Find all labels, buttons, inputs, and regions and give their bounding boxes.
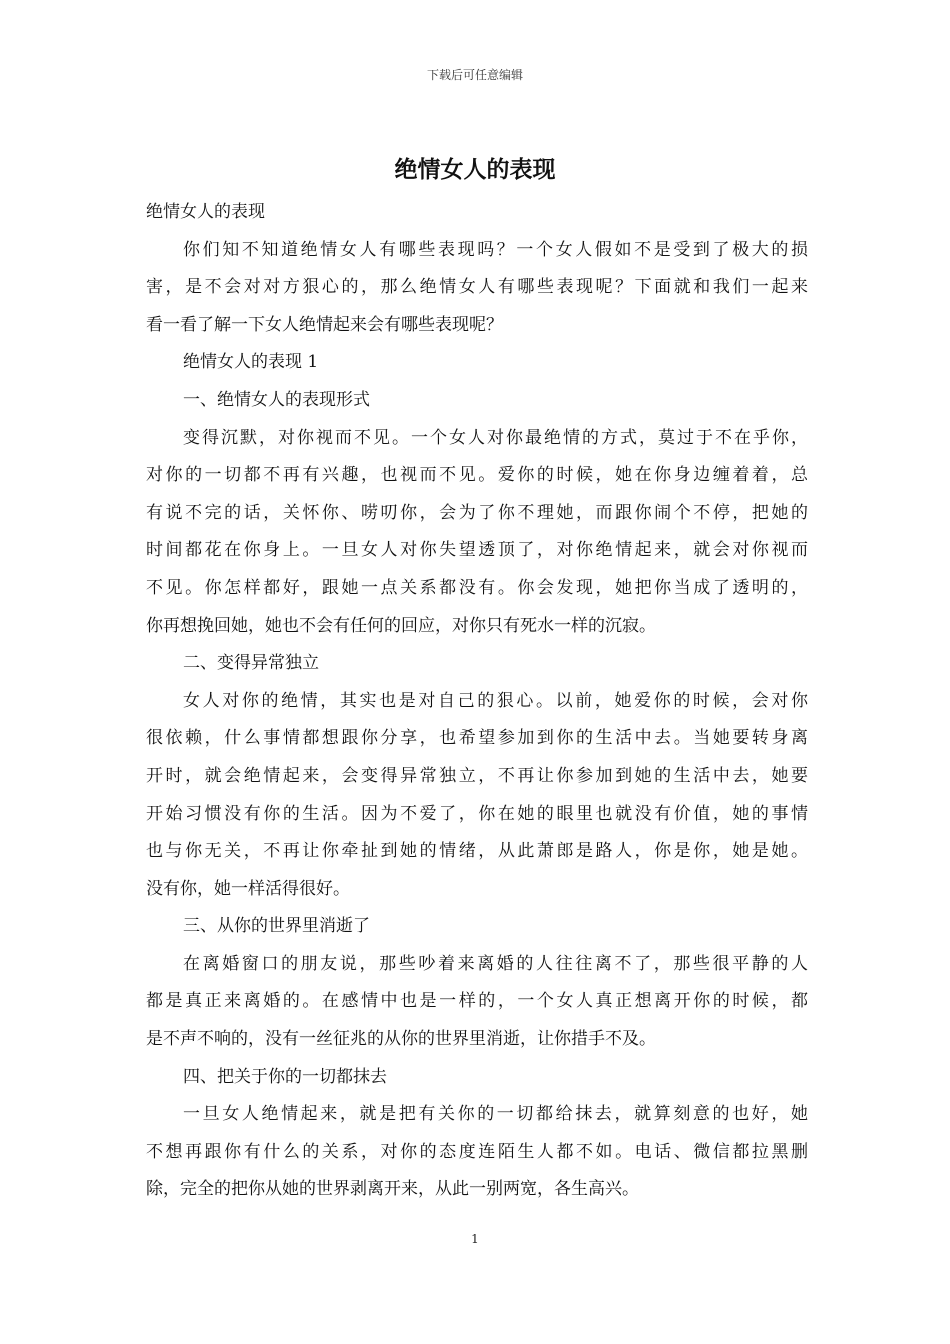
body-line: 一旦女人绝情起来，就是把有关你的一切都给抹去，就算刻意的也好，她 bbox=[183, 1104, 808, 1125]
body-line: 开时，就会绝情起来，会变得异常独立，不再让你参加到她的生活中去，她要 bbox=[146, 765, 808, 786]
body-line: 对你的一切都不再有兴趣，也视而不见。爱你的时候，她在你身边缠着着，总 bbox=[146, 465, 808, 486]
body-line: 女人对你的绝情，其实也是对自己的狠心。以前，她爱你的时候，会对你 bbox=[183, 690, 808, 711]
section-heading: 四、把关于你的一切都抹去 bbox=[183, 1066, 387, 1087]
header-note: 下载后可任意编辑 bbox=[426, 68, 523, 82]
body-line: 也与你无关，不再让你牵扯到她的情绪，从此萧郎是路人，你是你，她是她。 bbox=[146, 841, 808, 862]
body-line: 是不声不响的，没有一丝征兆的从你的世界里消逝，让你措手不及。 bbox=[146, 1029, 656, 1050]
body-line: 不想再跟你有什么的关系，对你的态度连陌生人都不如。电话、微信都拉黑删 bbox=[146, 1141, 808, 1162]
section-heading: 绝情女人的表现 1 bbox=[183, 352, 319, 373]
body-line: 除，完全的把你从她的世界剥离开来，从此一别两宽，各生高兴。 bbox=[146, 1179, 639, 1200]
body-line: 看一看了解一下女人绝情起来会有哪些表现呢？ bbox=[146, 314, 503, 335]
body-line: 在离婚窗口的朋友说，那些吵着来离婚的人往往离不了，那些很平静的人 bbox=[183, 953, 808, 974]
body-line: 开始习惯没有你的生活。因为不爱了，你在她的眼里也就没有价值，她的事情 bbox=[146, 803, 808, 824]
body-line: 不见。你怎样都好，跟她一点关系都没有。你会发现，她把你当成了透明的， bbox=[146, 577, 808, 598]
section-heading: 一、绝情女人的表现形式 bbox=[183, 389, 370, 410]
body-line: 时间都花在你身上。一旦女人对你失望透顶了，对你绝情起来，就会对你视而 bbox=[146, 540, 808, 561]
body-line: 害，是不会对对方狠心的，那么绝情女人有哪些表现呢？下面就和我们一起来 bbox=[146, 277, 808, 298]
document-title: 绝情女人的表现 bbox=[394, 157, 556, 183]
body-line: 没有你，她一样活得很好。 bbox=[146, 878, 350, 899]
body-line: 很依赖，什么事情都想跟你分享，也希望参加到你的生活中去。当她要转身离 bbox=[146, 728, 808, 749]
subtitle-line: 绝情女人的表现 bbox=[146, 202, 265, 222]
body-line: 你们知不知道绝情女人有哪些表现吗？一个女人假如不是受到了极大的损 bbox=[183, 239, 808, 260]
section-heading: 二、变得异常独立 bbox=[183, 653, 319, 674]
body-line: 变得沉默，对你视而不见。一个女人对你最绝情的方式，莫过于不在乎你， bbox=[183, 427, 808, 448]
document-body bbox=[146, 194, 808, 1209]
body-line: 你再想挽回她，她也不会有任何的回应，对你只有死水一样的沉寂。 bbox=[146, 615, 656, 636]
section-heading: 三、从你的世界里消逝了 bbox=[183, 916, 370, 937]
body-line: 都是真正来离婚的。在感情中也是一样的，一个女人真正想离开你的时候，都 bbox=[146, 991, 808, 1012]
body-line: 有说不完的话，关怀你、唠叨你，会为了你不理她，而跟你闹个不停，把她的 bbox=[146, 502, 808, 523]
page-number: 1 bbox=[471, 1232, 479, 1246]
